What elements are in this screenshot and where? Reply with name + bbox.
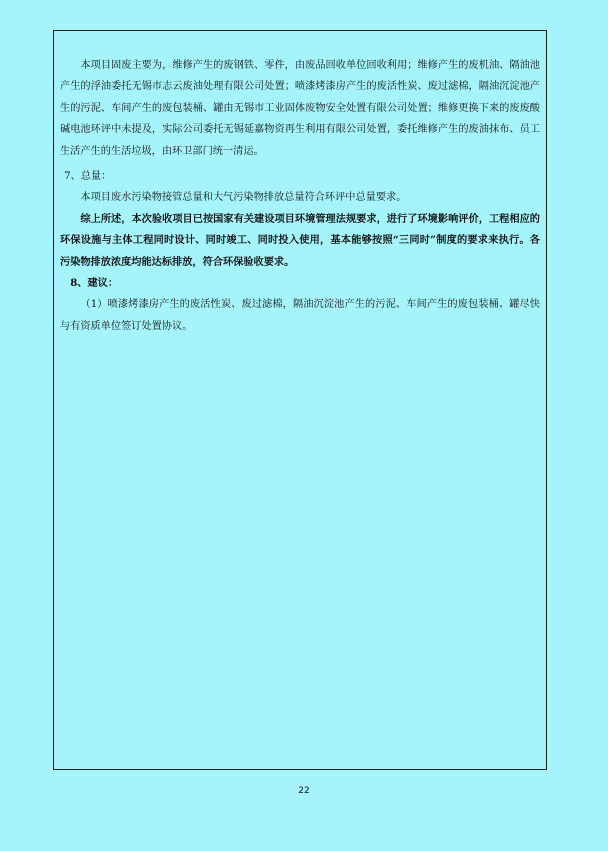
- report-table-frame: [53, 30, 547, 770]
- conclusion-paragraph: 综上所述，本次验收项目已按国家有关建设项目环境管理法规要求，进行了环境影响评价，工程相应的环保设施与主体工程同时设计、同时竣工、同时投入使用，基本能够按照“三同时”制度的要求来执行。各污染物排放浓度均能达标排放，符合环保验收要求。: [60, 212, 540, 268]
- total-heading: 7、总量：: [64, 171, 112, 183]
- suggestion-item-1: （1）喷漆烤漆房产生的废活性炭、废过滤棉，隔油沉淀池产生的污泥、车间产生的废包装桶、罐尽快与有资质单位签订处置协议。: [60, 299, 540, 332]
- page-number: 22: [298, 786, 310, 796]
- suggestion-heading: 8、建议：: [70, 277, 119, 290]
- solid-waste-paragraph: 本项目固废主要为，维修产生的废钢铁、零件，由废品回收单位回收利用；维修产生的废机油、隔油池产生的浮油委托无锡市志云废油处理有限公司处置；喷漆烤漆房产生的废活性炭、废过滤棉，隔油沉淀池产生的污泥、车间产生的废包装桶、罐由无锡市工业固体废物安全处置有限公司处置；维修更换下来的废废酸碱电池环评中未提及，实际公司委托无锡延嘉物资再生利用有限公司处置，委托维修产生的废油抹布、员工生活产生的生活垃圾，由环卫部门统一清运。: [60, 60, 540, 157]
- report-content: [60, 55, 540, 337]
- total-body-paragraph: 本项目废水污染物接管总量和大气污染物排放总量符合环评中总量要求。: [80, 192, 407, 204]
